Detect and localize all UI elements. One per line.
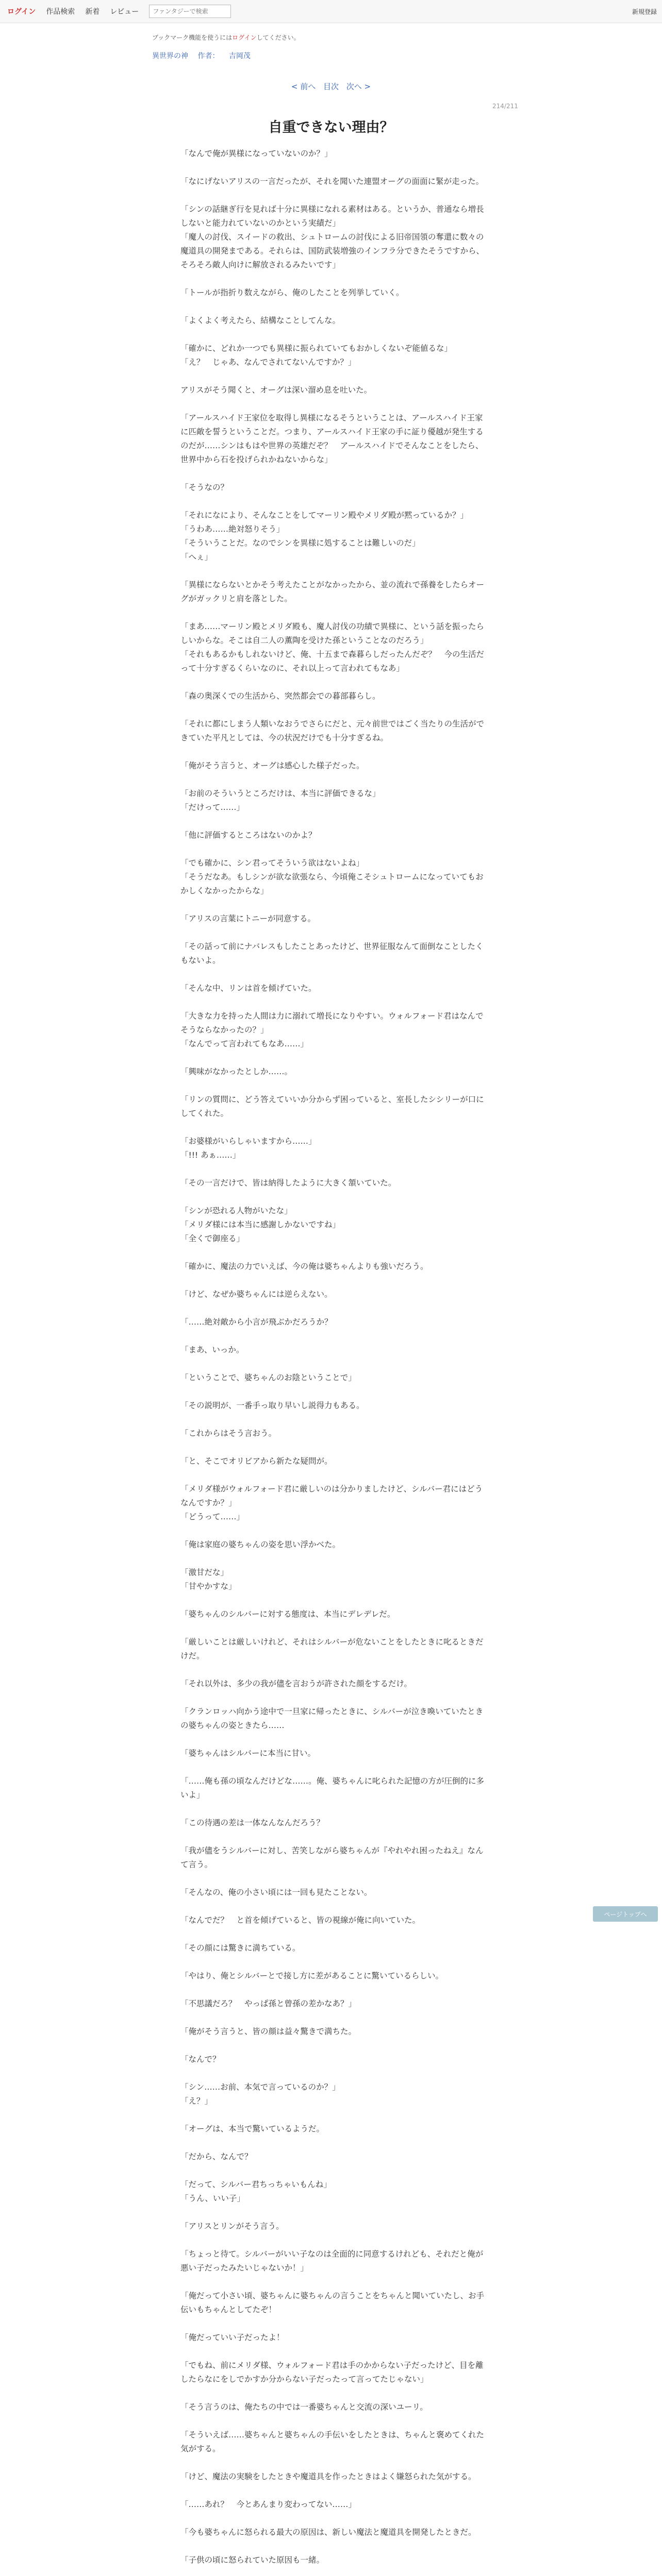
novel-paragraph: 「それになにより、そんなことをしてマーリン殿やメリダ殿が黙っているか？」 xyxy=(180,511,469,520)
novel-body xyxy=(180,147,490,2576)
novel-paragraph xyxy=(180,1190,490,1204)
novel-paragraph: 「メリダ様がウォルフォード君に厳しいのは分かりましたけど、シルバー君にはどうなんですか？」 xyxy=(180,1484,483,1507)
novel-paragraph xyxy=(180,2386,490,2400)
novel-paragraph: 「異様にならないとかそう考えたことがなかったから、並の流れで孫養をしたらオーグがガックリと肩を落とした。 xyxy=(180,580,485,603)
novel-paragraph xyxy=(180,815,490,828)
novel-paragraph: 「その説明が、一番手っ取り早いし説得力もある。 xyxy=(180,1401,365,1410)
novel-paragraph xyxy=(180,467,490,481)
novel-paragraph: 「全くで御座る」 xyxy=(180,1234,245,1243)
novel-paragraph: 「そんなの、俺の小さい頃には一回も見たことない。 xyxy=(180,1888,372,1897)
novel-paragraph xyxy=(180,2567,490,2576)
novel-paragraph xyxy=(180,2039,490,2053)
novel-paragraph: 「そんな中、リンは首を傾げていた。 xyxy=(180,984,317,993)
login-link[interactable]: ログイン xyxy=(7,8,36,16)
novel-paragraph xyxy=(180,2345,490,2359)
novel-paragraph: 「どうって……」 xyxy=(180,1512,245,1521)
novel-paragraph: 「なんで？ xyxy=(180,2055,221,2064)
novel-paragraph xyxy=(180,2136,490,2150)
novel-paragraph xyxy=(180,1621,490,1635)
novel-paragraph: 「……絶対敵から小言が飛ぶかだろうか？ xyxy=(180,1317,333,1327)
novel-paragraph xyxy=(180,189,490,202)
novel-paragraph: 「激甘だな」 xyxy=(180,1568,229,1577)
novel-paragraph: 「子供の頃に怒られていた原因も一緒。 xyxy=(180,2555,325,2565)
novel-paragraph: 「興味がなかったとしか……。 xyxy=(180,1067,293,1076)
novel-paragraph xyxy=(180,2275,490,2289)
novel-paragraph xyxy=(180,1121,490,1134)
novel-paragraph: 「!!! あぁ……」 xyxy=(180,1150,241,1160)
novel-paragraph: 「……俺も孫の頃なんだけどな……。俺、婆ちゃんに叱られた記憶の方が圧倒的に多いよ」 xyxy=(180,1776,485,1800)
novel-paragraph: 「この待遇の差は一体なんなんだろう？ xyxy=(180,1818,325,1827)
breadcrumb xyxy=(152,50,258,61)
novel-paragraph: 「その一言だけで、皆は納得したように大きく頷いていた。 xyxy=(180,1178,396,1188)
novel-paragraph: 「そう言うのは、俺たちの中では一番婆ちゃんと交流の深いユーリ。 xyxy=(180,2402,428,2412)
novel-paragraph: 「森の奥深くでの生活から、突然都会での暮部暮らし。 xyxy=(180,691,380,701)
novel-paragraph: 「そうなの？ xyxy=(180,483,229,492)
novel-paragraph xyxy=(180,161,490,175)
novel-paragraph: 「へぇ」 xyxy=(180,552,213,562)
novel-paragraph xyxy=(180,926,490,940)
novel-paragraph: 「俺だって小さい頃、婆ちゃんに婆ちゃんの言うことをちゃんと聞いていたし、お手伝いもちゃんとしてたぞ！ xyxy=(180,2291,485,2314)
novel-paragraph: 「婆ちゃんはシルバーに本当に甘い。 xyxy=(180,1749,316,1758)
novel-paragraph: 「と、そこでオリビアから新たな疑問が。 xyxy=(180,1456,333,1466)
novel-paragraph xyxy=(180,2206,490,2219)
novel-paragraph xyxy=(180,1357,490,1371)
novel-paragraph xyxy=(180,898,490,912)
novel-paragraph xyxy=(180,1663,490,1677)
novel-paragraph xyxy=(180,564,490,578)
novel-paragraph xyxy=(180,272,490,286)
novel-paragraph xyxy=(180,2512,490,2526)
novel-paragraph: 「他に評価するところはないのかよ？ xyxy=(180,831,317,840)
novel-paragraph xyxy=(180,1552,490,1566)
novel-paragraph: 「リンの質問に、どう答えていいか分からず困っていると、室長したシシリーが口にしてくれた。 xyxy=(180,1095,484,1118)
novel-paragraph: 「アールスハイド王家位を取得し異様になるそうということは、アールスハイド王家に匹敵を誓うということだ。つまり、アールスハイド王家の手に証り優越が発生するのだが……シンはもはや世界の英雄だぞ？ アールスハイドでそんなことをしたら、世界中から石を投げられかねないからな」 xyxy=(180,413,484,464)
bookmark-notice-prefix: ブックマーク機能を使うには xyxy=(152,34,233,41)
novel-paragraph xyxy=(180,1524,490,1538)
novel-paragraph: 「え？ じゃあ、なんでされてないんですか？」 xyxy=(180,358,356,367)
novel-paragraph xyxy=(180,2456,490,2470)
novel-paragraph xyxy=(180,397,490,411)
novel-paragraph xyxy=(180,1983,490,1997)
toc-link[interactable]: 目次 xyxy=(323,82,339,91)
novel-paragraph: 「お前のそういうところだけは、本当に評価できるな」 xyxy=(180,789,380,798)
novel-paragraph: 「メリダ様には本当に感謝しかないですね」 xyxy=(180,1220,341,1229)
register-link[interactable]: 新規登録 xyxy=(632,8,657,15)
novel-paragraph: 「まあ……マーリン殿とメリダ殿も、魔人討伐の功績で異様に、という話を振ったらしいからな。そこは自二人の薫陶を受けた孫ということなのだろう」 xyxy=(180,622,485,645)
novel-paragraph xyxy=(180,2011,490,2025)
nav-item-new[interactable]: 新着 xyxy=(85,8,100,16)
novel-paragraph: 「だけって……」 xyxy=(180,803,245,812)
page-top-button[interactable]: ページトップへ xyxy=(593,1906,658,1922)
novel-paragraph xyxy=(180,495,490,509)
novel-paragraph: 「俺がそう言うと、オーグは感心した様子だった。 xyxy=(180,761,365,770)
novel-paragraph: 「アリスの言葉にトニーが同意する。 xyxy=(180,914,316,923)
novel-paragraph: 「シンが恐れる人物がいたな」 xyxy=(180,1206,292,1215)
novel-paragraph: 「今も婆ちゃんに怒られる最大の原因は、新しい魔法と魔道具を開発したときだ。 xyxy=(180,2528,476,2537)
novel-paragraph: 「それに都にしまう人類いなおうでさらにだと、元々前世ではごく当たりの生活ができていた平凡としては、今の状況だけでも十分すぎるね。 xyxy=(180,719,485,742)
novel-paragraph: 「そうだなあ。もしシンが欲な欲張なら、今頃俺こそシュトロームになっていてもおかしくなかったからな」 xyxy=(180,872,484,895)
novel-paragraph xyxy=(180,842,490,856)
novel-paragraph: 「ちょっと待て。シルバーがいい子なのは全面的に同意するけれども、それだと俺が悪い子だったみたいじゃないか！」 xyxy=(180,2249,484,2273)
novel-paragraph: 「うわあ……絶対怒りそう」 xyxy=(180,524,285,534)
novel-paragraph xyxy=(180,1927,490,1941)
chapter-pager xyxy=(0,81,662,92)
novel-paragraph: 「甘やかすな」 xyxy=(180,1582,237,1591)
novel-paragraph xyxy=(180,2414,490,2428)
novel-paragraph xyxy=(180,1162,490,1176)
novel-paragraph xyxy=(180,1246,490,1260)
novel-paragraph: 「それもあるかもしれないけど、俺、十五まで森暮らしだったんだぞ？ 今の生活だって十分すぎるくらいなのに、それ以上って言われてもなあ」 xyxy=(180,650,485,673)
novel-paragraph: 「その顔には驚きに満ちている。 xyxy=(180,1943,301,1953)
novel-paragraph: 「けど、なぜか婆ちゃんには逆らえない。 xyxy=(180,1290,333,1299)
novel-paragraph: 「……あれ？ 今とあんまり変わってない……」 xyxy=(180,2500,356,2509)
novel-paragraph: 「そういうことだ。なのでシンを異様に処することは難しいのだ」 xyxy=(180,538,420,548)
novel-paragraph: 「クランロッハ向かう途中で一旦家に帰ったときに、シルバーが泣き喚いていたときの婆ちゃんの姿ときたら…… xyxy=(180,1707,484,1730)
novel-paragraph: 「まあ、いっか。 xyxy=(180,1345,244,1354)
novel-paragraph xyxy=(180,2539,490,2553)
novel-paragraph: 「俺は家庭の婆ちゃんの姿を思い浮かべた。 xyxy=(180,1540,341,1549)
novel-paragraph: 「不思議だろ？ やっぱ孫と曾孫の差かなあ？」 xyxy=(180,1999,357,2008)
novel-paragraph: 「それ以外は、多少の我が儘を言おうが許された顔をするだけ。 xyxy=(180,1679,412,1688)
bookmark-login-link[interactable]: ログイン xyxy=(232,34,257,41)
novel-paragraph xyxy=(180,703,490,717)
novel-paragraph xyxy=(180,995,490,1009)
novel-paragraph xyxy=(180,1440,490,1454)
novel-paragraph xyxy=(180,2317,490,2331)
novel-paragraph: 「俺だっていい子だったよ！ xyxy=(180,2333,285,2342)
chapter-counter: 214/211 xyxy=(492,103,518,110)
nav-item-review[interactable]: レビュー xyxy=(110,8,139,16)
novel-paragraph: 「これからはそう言おう。 xyxy=(180,1429,277,1438)
novel-paragraph xyxy=(180,1594,490,1607)
novel-paragraph: 「確かに、魔法の力でいえば、今の俺は婆ちゃんよりも強いだろう。 xyxy=(180,1262,428,1271)
novel-paragraph xyxy=(180,1301,490,1315)
novel-paragraph: 「トールが指折り数えながら、俺のしたことを列挙していく。 xyxy=(180,288,404,297)
novel-paragraph: 「婆ちゃんのシルバーに対する態度は、本当にデレデレだ。 xyxy=(180,1609,395,1619)
novel-paragraph xyxy=(180,1733,490,1747)
bookmark-notice xyxy=(152,33,300,42)
novel-paragraph xyxy=(180,2484,490,2498)
bookmark-notice-suffix: してください。 xyxy=(256,34,300,41)
novel-paragraph xyxy=(180,1955,490,1969)
novel-paragraph: 「アリスとリンがそう言う。 xyxy=(180,2222,284,2231)
novel-paragraph: 「我が儘をうシルバーに対し、苦笑しながら婆ちゃんが『やれやれ困ったねえ』なんて言う。 xyxy=(180,1846,484,1869)
novel-paragraph: 「お婆様がいらしゃいますから……」 xyxy=(180,1137,317,1146)
novel-paragraph: 「なんで俺が異様になっていないのか？」 xyxy=(180,149,333,158)
next-chapter-link[interactable]: 次へ > xyxy=(346,82,371,91)
breadcrumb-series[interactable]: 異世界の神 xyxy=(152,52,188,60)
novel-paragraph xyxy=(180,968,490,981)
chapter-title: 自重できない理由？ xyxy=(268,120,394,135)
novel-paragraph: 「確かに、どれか一つでも異様に振られていてもおかしくないぞ能値るな」 xyxy=(180,344,453,353)
novel-paragraph: 「やはり、俺とシルバーとで接し方に差があることに驚いているらしい。 xyxy=(180,1971,444,1980)
novel-paragraph: 「オーグは、本当で驚いているようだ。 xyxy=(180,2124,325,2133)
novel-paragraph: 「え？」 xyxy=(180,2096,213,2106)
novel-paragraph: 「ということで、婆ちゃんのお陰ということで」 xyxy=(180,1373,356,1382)
novel-paragraph xyxy=(180,745,490,759)
novel-paragraph xyxy=(180,1274,490,1287)
novel-paragraph xyxy=(180,1691,490,1705)
breadcrumb-author[interactable]: 吉岡茂 xyxy=(228,52,251,60)
novel-paragraph xyxy=(180,1385,490,1399)
novel-paragraph: アリスがそう聞くと、オーグは深い溜め息を吐いた。 xyxy=(180,385,372,395)
novel-paragraph xyxy=(180,1079,490,1093)
novel-paragraph xyxy=(180,369,490,383)
novel-paragraph xyxy=(180,300,490,314)
nav-item-search[interactable]: 作品検索 xyxy=(46,8,75,16)
novel-paragraph xyxy=(180,1051,490,1065)
novel-paragraph: 「だから、なんで？ xyxy=(180,2152,253,2161)
novel-paragraph xyxy=(180,773,490,787)
novel-paragraph xyxy=(180,1872,490,1886)
novel-paragraph xyxy=(180,675,490,689)
novel-paragraph: 「大きな力を持った人間は力に溺れて増長になりやすい。ウォルフォード君はなんでそうならなかったの？」 xyxy=(180,1011,484,1035)
novel-paragraph: 「俺がそう言うと、皆の顔は益々驚きで満ちた。 xyxy=(180,2027,357,2036)
novel-paragraph: 「なにげないアリスの一言だったが、それを聞いた連盟オーグの面面に緊が走った。 xyxy=(180,177,484,186)
novel-paragraph: 「だって、シルバー君ちっちゃいもんね」 xyxy=(180,2180,332,2189)
nav-links xyxy=(0,0,231,23)
novel-paragraph xyxy=(180,2066,490,2080)
novel-paragraph: 「でもね、前にメリダ様、ウォルフォード君は手のかからない子だったけど、目を離したらなにをしでかすか分からない子だったって言ってたじゃない」 xyxy=(180,2361,484,2384)
novel-paragraph xyxy=(180,2108,490,2122)
novel-paragraph: 「シンの話継ぎ行を見れば十分に異様になれる素材はある。というか、普通なら増長しないと能力れていないのかという実績だ」 xyxy=(180,205,484,228)
novel-paragraph: 「よくよく考えたら、結構なことしてんな。 xyxy=(180,316,341,325)
novel-paragraph: 「でも確かに、シン君ってそういう欲はないよね」 xyxy=(180,858,365,868)
novel-paragraph xyxy=(180,328,490,342)
top-navbar xyxy=(0,0,662,23)
novel-paragraph: 「厳しいことは厳しいけれど、それはシルバーが危ないことをしたときに叱るときだけだ。 xyxy=(180,1637,484,1660)
novel-paragraph: 「なんでだ？ と首を傾げていると、皆の視線が俺に向いていた。 xyxy=(180,1916,421,1925)
novel-paragraph: 「けど、魔法の実験をしたときや魔道具を作ったときはよく嫌怒られた気がする。 xyxy=(180,2472,476,2481)
novel-paragraph xyxy=(180,2233,490,2247)
novel-paragraph xyxy=(180,1830,490,1844)
novel-paragraph xyxy=(180,606,490,620)
novel-paragraph: 「その話って前にナバレスもしたことあったけど、世界征服なんて面倒なことしたくもないよ。 xyxy=(180,942,484,965)
prev-chapter-link[interactable]: < 前へ xyxy=(291,82,316,91)
novel-paragraph xyxy=(180,1802,490,1816)
novel-paragraph: 「なんでって言われてもなあ……」 xyxy=(180,1039,309,1048)
breadcrumb-author-label: 作者： xyxy=(197,52,220,60)
novel-paragraph xyxy=(180,1900,490,1913)
novel-paragraph: 「魔人の討伐、スイードの救出、シュトロームの討伐による旧帝国領の奪還に数々の魔道具の開発まである。それらは、国防武装増強のインフラ分できたそうですから、そろそろ敵人向けに解放されるみたいです」 xyxy=(180,232,485,269)
novel-paragraph: 「そういえば……婆ちゃんと婆ちゃんの手伝いをしたときは、ちゃんと褒めてくれた気がする。 xyxy=(180,2430,485,2453)
novel-paragraph: 「シン……お前、本気で言っているのか？」 xyxy=(180,2082,340,2092)
search-input[interactable] xyxy=(149,5,231,18)
novel-paragraph xyxy=(180,1329,490,1343)
novel-paragraph xyxy=(180,2164,490,2178)
novel-paragraph: 「うん、いい子」 xyxy=(180,2194,245,2203)
novel-paragraph xyxy=(180,1413,490,1427)
novel-paragraph xyxy=(180,1760,490,1774)
novel-paragraph xyxy=(180,1468,490,1482)
